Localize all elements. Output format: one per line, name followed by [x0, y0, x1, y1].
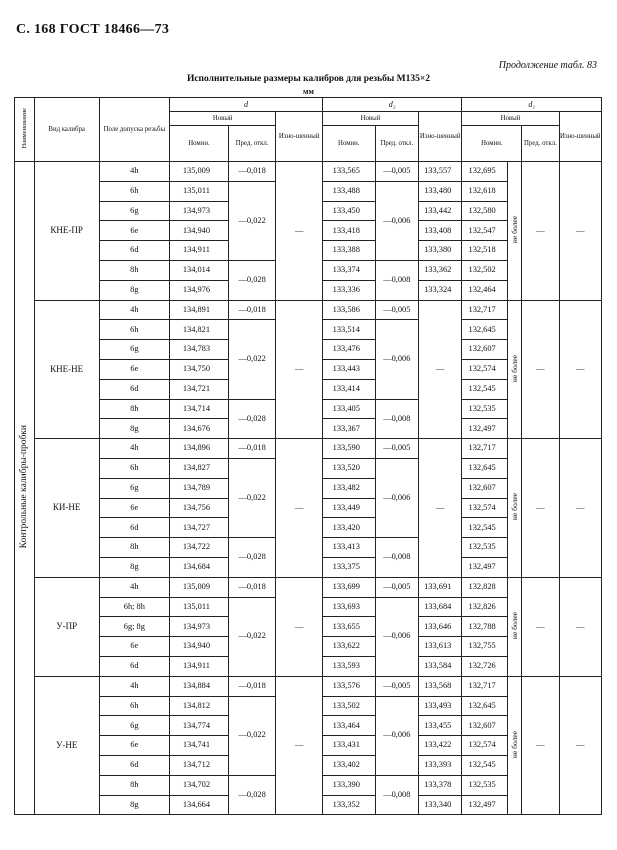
- d2-nominal: 133,576: [322, 676, 375, 696]
- d2-worn: 133,378: [419, 775, 462, 795]
- d1-nominal: 132,645: [462, 458, 507, 478]
- d-nominal: 134,712: [169, 755, 228, 775]
- d2-nominal: 133,431: [322, 736, 375, 756]
- d-worn: —: [276, 676, 323, 815]
- d2-nominal: 133,699: [322, 577, 375, 597]
- d2-deviation: —0,008: [375, 399, 418, 439]
- d1-nominal: 132,574: [462, 359, 507, 379]
- d-nominal: 134,940: [169, 637, 228, 657]
- d-nominal: 134,911: [169, 241, 228, 261]
- d2-nominal: 133,586: [322, 300, 375, 320]
- d-deviation: —0,028: [228, 260, 276, 300]
- d-worn: —: [276, 300, 323, 439]
- d1-nominal: 132,535: [462, 538, 507, 558]
- d2-nominal: 133,514: [322, 320, 375, 340]
- d2-worn: 133,455: [419, 716, 462, 736]
- d2-nominal: 133,402: [322, 755, 375, 775]
- d2-nominal: 133,593: [322, 656, 375, 676]
- d2-worn: 133,340: [419, 795, 462, 815]
- d1-nominal: 132,545: [462, 379, 507, 399]
- d2-worn: 133,584: [419, 656, 462, 676]
- ne-bolee-text: не более: [509, 730, 519, 758]
- tolerance-field: 6g: [99, 478, 169, 498]
- d2-worn: 133,380: [419, 241, 462, 261]
- d-nominal: 134,821: [169, 320, 228, 340]
- d2-worn: 133,493: [419, 696, 462, 716]
- gauge-type: У-НЕ: [34, 676, 99, 815]
- col-d2-novyi: Новый: [322, 112, 418, 126]
- d2-deviation: —0,006: [375, 458, 418, 537]
- tolerance-field: 8g: [99, 280, 169, 300]
- d1-nominal: 132,717: [462, 300, 507, 320]
- tolerance-field: 4h: [99, 162, 169, 182]
- gauge-type: У-ПР: [34, 577, 99, 676]
- d1-limit-note: [507, 162, 521, 301]
- d2-worn: 133,362: [419, 260, 462, 280]
- col-d2-pred: Пред. откл.: [375, 126, 418, 162]
- d1-nominal: 132,645: [462, 320, 507, 340]
- table-row: [15, 676, 602, 696]
- d2-deviation: —0,006: [375, 597, 418, 676]
- table-row: [15, 577, 602, 597]
- col-d1-nomin: Номин.: [462, 126, 522, 162]
- col-d-nomin: Номин.: [169, 126, 228, 162]
- d1-nominal: 132,497: [462, 557, 507, 577]
- tolerance-field: 4h: [99, 577, 169, 597]
- d-deviation: —0,028: [228, 538, 276, 578]
- d2-worn: —: [419, 439, 462, 578]
- d1-nominal: 132,464: [462, 280, 507, 300]
- col-d2-nomin: Номин.: [322, 126, 375, 162]
- d1-nominal: 132,755: [462, 637, 507, 657]
- d2-worn: 133,684: [419, 597, 462, 617]
- d-nominal: 134,891: [169, 300, 228, 320]
- d1-nominal: 132,607: [462, 340, 507, 360]
- d2-deviation: —0,008: [375, 538, 418, 578]
- tolerance-field: 6d: [99, 241, 169, 261]
- d2-worn: 133,613: [419, 637, 462, 657]
- d-nominal: 134,896: [169, 439, 228, 459]
- d2-deviation: —0,006: [375, 181, 418, 260]
- d2-nominal: 133,413: [322, 538, 375, 558]
- tolerance-field: 6h: [99, 458, 169, 478]
- table-body: [15, 162, 602, 815]
- d1-limit-note: [507, 439, 521, 578]
- d1-nominal: 132,717: [462, 676, 507, 696]
- d1-limit-note: [507, 577, 521, 676]
- d-nominal: 134,741: [169, 736, 228, 756]
- table-caption: Исполнительные размеры калибров для резьбы М135×2: [186, 74, 431, 84]
- d1-nominal: 132,717: [462, 439, 507, 459]
- d-nominal: 134,940: [169, 221, 228, 241]
- d1-worn: —: [559, 676, 602, 815]
- d2-nominal: 133,405: [322, 399, 375, 419]
- table-units: мм: [303, 87, 314, 96]
- col-d2: d₂: [322, 98, 461, 112]
- col-d-iznosh: Изно-шенный: [276, 112, 323, 162]
- d2-worn: 133,408: [419, 221, 462, 241]
- d1-deviation: —: [522, 676, 559, 815]
- d1-worn: —: [559, 162, 602, 301]
- col-d1-iznosh: Изно-шенный: [559, 112, 602, 162]
- d-nominal: 134,702: [169, 775, 228, 795]
- d-nominal: 134,756: [169, 498, 228, 518]
- tolerance-field: 8h: [99, 775, 169, 795]
- col-d1-pred: Пред. откл.: [522, 126, 559, 162]
- d2-deviation: —0,006: [375, 320, 418, 399]
- col-pole-dopuska: Поле допуска резьбы: [99, 98, 169, 162]
- col-d2-iznosh: Изно-шенный: [419, 112, 462, 162]
- d2-worn: 133,480: [419, 181, 462, 201]
- d2-nominal: 133,502: [322, 696, 375, 716]
- tolerance-field: 4h: [99, 300, 169, 320]
- d-deviation: —0,018: [228, 300, 276, 320]
- d-nominal: 134,783: [169, 340, 228, 360]
- tolerance-field: 8g: [99, 795, 169, 815]
- tolerance-field: 4h: [99, 439, 169, 459]
- tolerance-field: 6g; 8g: [99, 617, 169, 637]
- tolerance-field: 6h: [99, 320, 169, 340]
- d-nominal: 134,714: [169, 399, 228, 419]
- tolerance-field: 6e: [99, 736, 169, 756]
- tolerance-field: 6d: [99, 755, 169, 775]
- d-deviation: —0,018: [228, 676, 276, 696]
- col-d1-novyi: Новый: [462, 112, 559, 126]
- d2-deviation: —0,005: [375, 577, 418, 597]
- tolerance-field: 6h: [99, 696, 169, 716]
- d2-nominal: 133,655: [322, 617, 375, 637]
- d1-nominal: 132,645: [462, 696, 507, 716]
- tolerance-field: 4h: [99, 676, 169, 696]
- tolerance-field: 8h: [99, 538, 169, 558]
- d-deviation: —0,022: [228, 696, 276, 775]
- tolerance-field: 8h: [99, 399, 169, 419]
- d1-nominal: 132,545: [462, 518, 507, 538]
- d2-worn: 133,393: [419, 755, 462, 775]
- d-nominal: 134,721: [169, 379, 228, 399]
- gauge-type: КИ-НЕ: [34, 439, 99, 578]
- d2-nominal: 133,520: [322, 458, 375, 478]
- d2-worn: 133,557: [419, 162, 462, 182]
- d-worn: —: [276, 439, 323, 578]
- d1-nominal: 132,695: [462, 162, 507, 182]
- d1-deviation: —: [522, 577, 559, 676]
- d-deviation: —0,018: [228, 162, 276, 182]
- d1-nominal: 132,618: [462, 181, 507, 201]
- d2-nominal: 133,418: [322, 221, 375, 241]
- d-deviation: —0,022: [228, 320, 276, 399]
- d2-nominal: 133,390: [322, 775, 375, 795]
- d-deviation: —0,028: [228, 399, 276, 439]
- tolerance-field: 6e: [99, 221, 169, 241]
- d2-worn: 133,442: [419, 201, 462, 221]
- tolerance-field: 8g: [99, 557, 169, 577]
- d-nominal: 134,973: [169, 617, 228, 637]
- d-nominal: 134,676: [169, 419, 228, 439]
- d-worn: —: [276, 162, 323, 301]
- d2-worn: 133,422: [419, 736, 462, 756]
- table-row: [15, 300, 602, 320]
- d-nominal: 135,009: [169, 577, 228, 597]
- tolerance-field: 6e: [99, 498, 169, 518]
- d1-deviation: —: [522, 162, 559, 301]
- d1-limit-note: [507, 676, 521, 815]
- d2-nominal: 133,367: [322, 419, 375, 439]
- d-nominal: 134,684: [169, 557, 228, 577]
- d1-nominal: 132,607: [462, 478, 507, 498]
- d1-nominal: 132,788: [462, 617, 507, 637]
- d1-nominal: 132,535: [462, 775, 507, 795]
- d-nominal: 134,014: [169, 260, 228, 280]
- page-header-right: Продолжение табл. 83: [498, 60, 597, 71]
- d2-nominal: 133,414: [322, 379, 375, 399]
- d2-deviation: —0,006: [375, 696, 418, 775]
- ne-bolee-text: не более: [509, 611, 519, 640]
- d2-nominal: 133,352: [322, 795, 375, 815]
- tolerance-field: 8h: [99, 260, 169, 280]
- d1-nominal: 132,497: [462, 795, 507, 815]
- d2-nominal: 133,420: [322, 518, 375, 538]
- d2-nominal: 133,464: [322, 716, 375, 736]
- d-nominal: 134,827: [169, 458, 228, 478]
- d-deviation: —0,028: [228, 775, 276, 815]
- d2-deviation: —0,008: [375, 260, 418, 300]
- d2-nominal: 133,443: [322, 359, 375, 379]
- gauge-type: КНЕ-ПР: [34, 162, 99, 301]
- d2-nominal: 133,482: [322, 478, 375, 498]
- tolerance-field: 6e: [99, 637, 169, 657]
- gauge-table: [14, 97, 602, 815]
- d2-deviation: —0,008: [375, 775, 418, 815]
- d-nominal: 134,722: [169, 538, 228, 558]
- d2-nominal: 133,565: [322, 162, 375, 182]
- d1-nominal: 132,607: [462, 716, 507, 736]
- d-nominal: 134,789: [169, 478, 228, 498]
- d-nominal: 134,750: [169, 359, 228, 379]
- d-deviation: —0,022: [228, 181, 276, 260]
- d-nominal: 134,727: [169, 518, 228, 538]
- d2-worn: 133,324: [419, 280, 462, 300]
- d1-worn: —: [559, 300, 602, 439]
- d1-worn: —: [559, 439, 602, 578]
- d-nominal: 134,976: [169, 280, 228, 300]
- d2-nominal: 133,375: [322, 557, 375, 577]
- d1-nominal: 132,574: [462, 498, 507, 518]
- d-nominal: 134,774: [169, 716, 228, 736]
- tolerance-field: 6h; 8h: [99, 597, 169, 617]
- d-nominal: 135,011: [169, 181, 228, 201]
- d1-nominal: 132,826: [462, 597, 507, 617]
- d2-nominal: 133,374: [322, 260, 375, 280]
- d1-nominal: 132,502: [462, 260, 507, 280]
- col-d: d: [169, 98, 322, 112]
- tolerance-field: 6g: [99, 201, 169, 221]
- d2-nominal: 133,622: [322, 637, 375, 657]
- d-nominal: 134,911: [169, 656, 228, 676]
- d1-nominal: 132,726: [462, 656, 507, 676]
- d2-nominal: 133,388: [322, 241, 375, 261]
- d-nominal: 135,009: [169, 162, 228, 182]
- d2-deviation: —0,005: [375, 439, 418, 459]
- d2-worn: 133,646: [419, 617, 462, 637]
- col-naimenovanie: Наименование: [15, 98, 35, 162]
- table-row: [15, 162, 602, 182]
- col-d-novyi: Новый: [169, 112, 275, 126]
- d2-nominal: 133,449: [322, 498, 375, 518]
- tolerance-field: 8g: [99, 419, 169, 439]
- col-vid-kalibra: Вид калибра: [34, 98, 99, 162]
- ne-bolee-text: не более: [509, 216, 519, 244]
- d2-nominal: 133,450: [322, 201, 375, 221]
- d-worn: —: [276, 577, 323, 676]
- d2-deviation: —0,005: [375, 676, 418, 696]
- d-nominal: 134,973: [169, 201, 228, 221]
- d1-nominal: 132,828: [462, 577, 507, 597]
- d1-nominal: 132,518: [462, 241, 507, 261]
- d2-nominal: 133,336: [322, 280, 375, 300]
- tolerance-field: 6g: [99, 716, 169, 736]
- gauge-type: КНЕ-НЕ: [34, 300, 99, 439]
- tolerance-field: 6e: [99, 359, 169, 379]
- col-d1: d₁: [462, 98, 602, 112]
- page-header-left: С. 168 ГОСТ 18466—73: [16, 22, 170, 37]
- d-nominal: 135,011: [169, 597, 228, 617]
- d2-nominal: 133,476: [322, 340, 375, 360]
- d1-limit-note: [507, 300, 521, 439]
- d1-nominal: 132,545: [462, 755, 507, 775]
- tolerance-field: 6g: [99, 340, 169, 360]
- group-label: [15, 162, 35, 815]
- d2-worn: 133,691: [419, 577, 462, 597]
- d2-deviation: —0,005: [375, 300, 418, 320]
- d-nominal: 134,812: [169, 696, 228, 716]
- d-nominal: 134,664: [169, 795, 228, 815]
- d1-deviation: —: [522, 439, 559, 578]
- d2-deviation: —0,005: [375, 162, 418, 182]
- d1-nominal: 132,535: [462, 399, 507, 419]
- d2-nominal: 133,488: [322, 181, 375, 201]
- table-row: [15, 439, 602, 459]
- d1-nominal: 132,547: [462, 221, 507, 241]
- tolerance-field: 6d: [99, 656, 169, 676]
- tolerance-field: 6d: [99, 379, 169, 399]
- d-nominal: 134,884: [169, 676, 228, 696]
- d2-nominal: 133,590: [322, 439, 375, 459]
- d-deviation: —0,022: [228, 458, 276, 537]
- d-deviation: —0,022: [228, 597, 276, 676]
- ne-bolee-text: не более: [509, 354, 519, 382]
- d-deviation: —0,018: [228, 577, 276, 597]
- group-label-text: Контрольные калибры-пробки: [18, 425, 29, 549]
- col-d-pred: Пред. откл.: [228, 126, 276, 162]
- d1-deviation: —: [522, 300, 559, 439]
- ne-bolee-text: не более: [509, 493, 519, 521]
- d2-worn: 133,568: [419, 676, 462, 696]
- tolerance-field: 6h: [99, 181, 169, 201]
- d-deviation: —0,018: [228, 439, 276, 459]
- d2-worn: —: [419, 300, 462, 439]
- d1-nominal: 132,497: [462, 419, 507, 439]
- d2-nominal: 133,693: [322, 597, 375, 617]
- tolerance-field: 6d: [99, 518, 169, 538]
- d1-nominal: 132,580: [462, 201, 507, 221]
- d1-worn: —: [559, 577, 602, 676]
- d1-nominal: 132,574: [462, 736, 507, 756]
